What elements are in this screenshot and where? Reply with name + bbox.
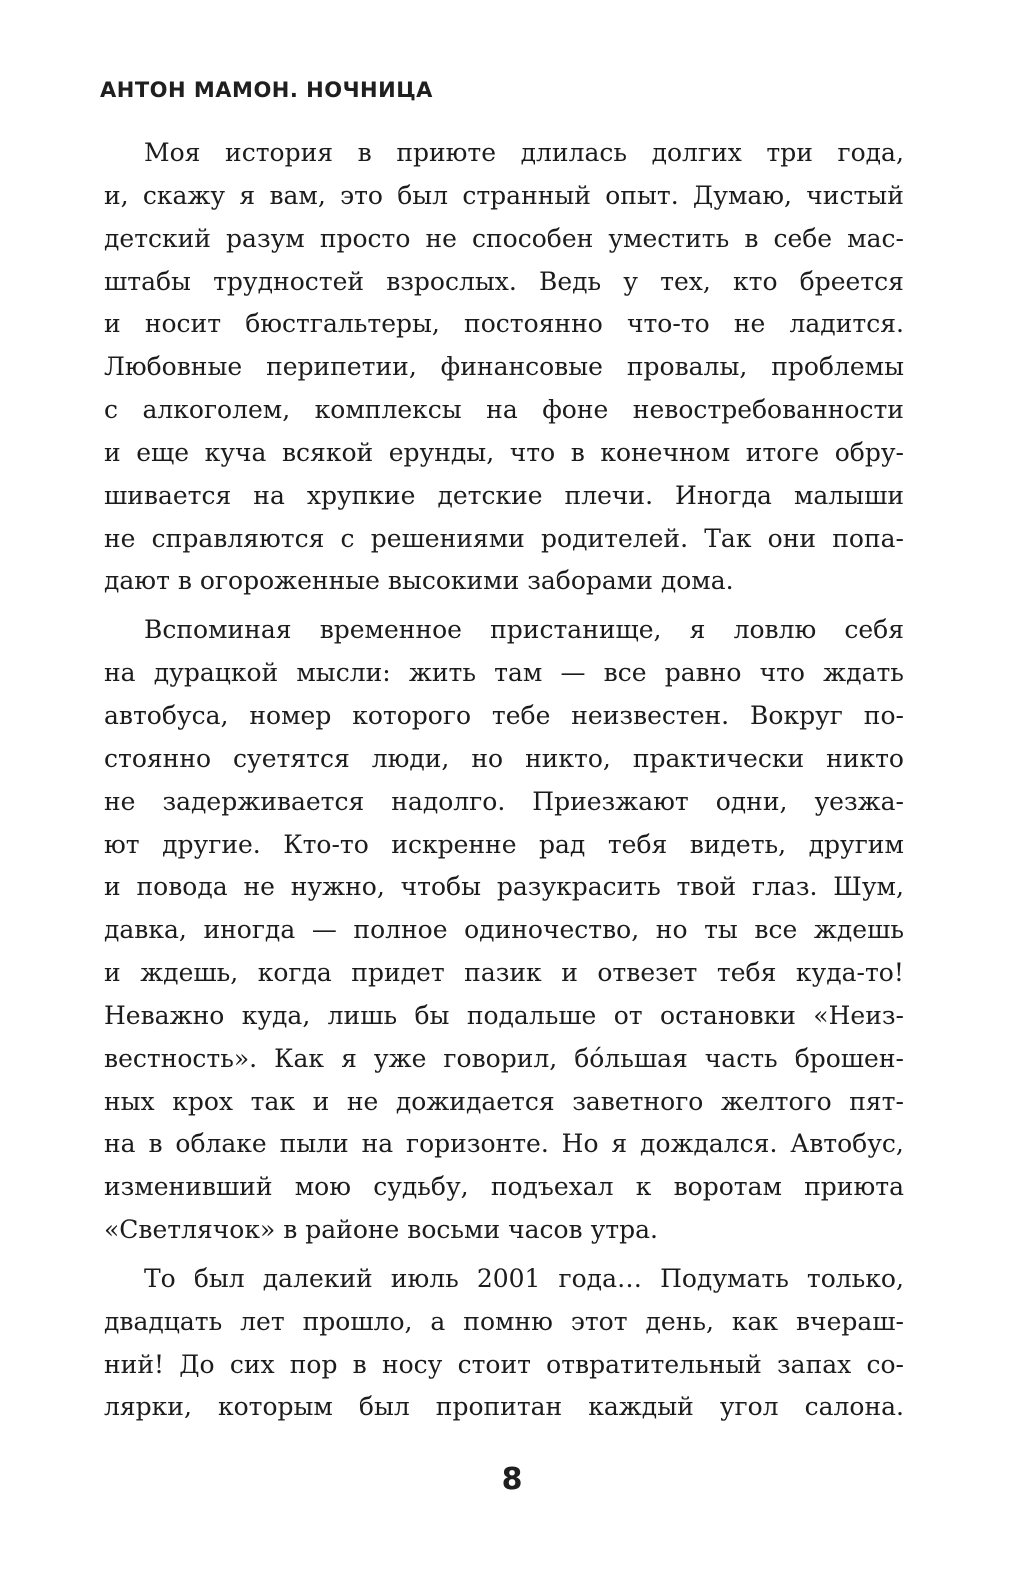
text-line: ют другие. Кто-то искренне рад тебя видеть, другим [104,829,904,859]
text-line: давка, иногда — полное одиночество, но ты все ждешь [104,915,904,945]
text-line: автобуса, номер которого тебе неизвестен. Вокруг по- [104,700,904,730]
text-line: ний! До сих пор в носу стоит отвратительный запах со- [104,1349,904,1379]
text-line: штабы трудностей взрослых. Ведь у тех, кто бреется [104,266,904,296]
text-line: ных крох так и не дожидается заветного желтого пят- [104,1086,904,1116]
text-line: стоянно суетятся люди, но никто, практически никто [104,743,904,773]
body-text [104,132,904,1429]
paragraph [104,1258,904,1429]
text-line: не задерживается надолго. Приезжают одни, уезжа- [104,786,904,816]
text-line: дают в огороженные высокими заборами дома. [104,566,734,596]
text-line: и, скажу я вам, это был странный опыт. Думаю, чистый [104,180,904,210]
text-line: на дурацкой мысли: жить там — все равно что ждать [104,658,904,688]
text-line: вестность». Как я уже говорил, бóльшая часть брошен- [104,1043,904,1073]
text-line: и носит бюстгальтеры, постоянно что-то не ладится. [104,309,904,339]
text-line: Неважно куда, лишь бы подальше от остановки «Неиз- [104,1000,904,1030]
text-line: изменивший мою судьбу, подъехал к воротам приюта [104,1172,904,1202]
text-line: Моя история в приюте длилась долгих три года, [144,138,904,167]
text-line: двадцать лет прошло, а помню этот день, как вчераш- [104,1306,904,1336]
running-head: АНТОН МАМОН. НОЧНИЦА [100,78,433,102]
text-line: Вспоминая временное пристанище, я ловлю себя [144,615,904,645]
text-line: на в облаке пыли на горизонте. Но я дождался. Автобус, [104,1129,904,1159]
text-line: Любовные перипетии, финансовые провалы, проблемы [104,352,904,382]
text-line: «Светлячок» в районе восьми часов утра. [104,1215,658,1245]
text-line: шивается на хрупкие детские плечи. Иногда малыши [104,480,904,510]
text-line: То был далекий июль 2001 года… Подумать только, [144,1263,904,1293]
page-number: 8 [501,1462,523,1497]
paragraph [104,132,904,603]
text-line: и ждешь, когда придет пазик и отвезет тебя куда-то! [104,958,904,988]
text-line: детский разум просто не способен уместить в себе мас- [104,223,904,253]
paragraph [104,609,904,1252]
text-line: и еще куча всякой ерунды, что в конечном итоге обру- [104,437,904,467]
text-line: лярки, которым был пропитан каждый угол салона. [104,1392,904,1422]
text-line: с алкоголем, комплексы на фоне невостребованности [104,395,904,425]
text-line: не справляются с решениями родителей. Так они попа- [104,523,904,553]
text-line: и повода не нужно, чтобы разукрасить твой глаз. Шум, [104,872,904,902]
